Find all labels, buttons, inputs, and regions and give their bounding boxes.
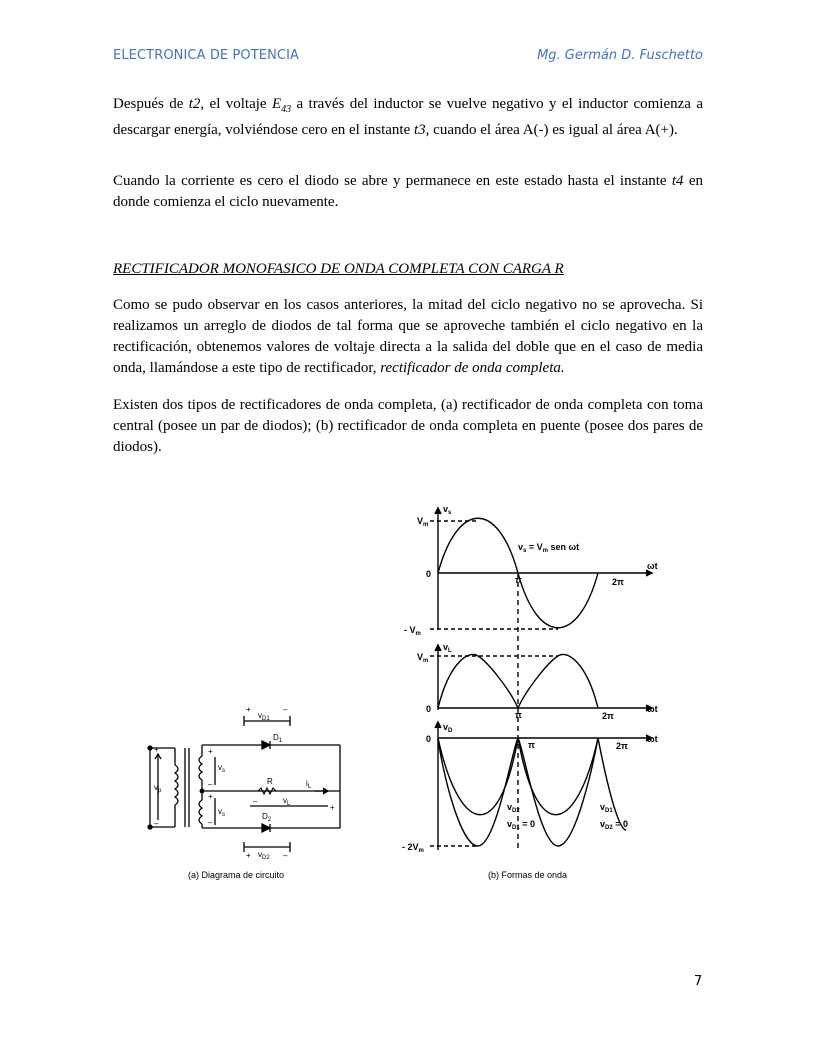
header-author: Mg. Germán D. Fuschetto xyxy=(537,48,703,63)
svg-text:+: + xyxy=(246,705,251,714)
svg-text:2π: 2π xyxy=(602,711,614,721)
svg-text:–: – xyxy=(154,819,159,828)
svg-text:–: – xyxy=(283,705,288,714)
svg-text:D1: $D_1$ xyxy=(273,733,283,744)
svg-text:vD1: $v_{D1}$ xyxy=(600,802,613,814)
svg-text:D2: $D_2$ xyxy=(262,812,272,823)
paragraph-2: Cuando la corriente es cero el diodo se abre y permanece en este estado hasta el instante t4 en donde comienza el ciclo nuevamente. xyxy=(113,173,703,210)
svg-text:π: π xyxy=(528,740,535,750)
svg-text:R: R xyxy=(267,777,273,786)
svg-text:vD1 = 0: $v_{D1} = 0$ xyxy=(507,819,535,831)
waveform-caption: (b) Formas de onda xyxy=(488,870,568,880)
svg-text:π: π xyxy=(515,575,522,585)
svg-text:+: + xyxy=(208,792,213,801)
svg-text:0: 0 xyxy=(426,704,432,714)
paragraph-1: Después de t2, el voltaje $E_{43}$ a través del inductor se vuelve negativo y el inductor comienza a descargar energía, volviéndose cero en el instante t3, cuando el área A(-) es igual al área A(+). xyxy=(113,96,703,138)
paragraph-4: Existen dos tipos de rectificadores de onda completa, (a) rectificador de onda completa con toma central (posee un par de diodos); (b) rectificador de onda completa en puente (posee dos pares de diodos). xyxy=(113,397,703,455)
svg-text:vs: $v_s$ xyxy=(443,504,452,516)
svg-text:ωt: ωt xyxy=(647,561,658,571)
paragraph-3: Como se pudo observar en los casos anteriores, la mitad del ciclo negativo no se aprovecha. Si realizamos un arreglo de diodos de tal forma que se aproveche también el ciclo negativo en la rectificación, obtenemos valores de voltaje directa a la salida del doble que en el caso de media onda, llamándose a este tipo de rectificador, rectificador de onda completa. xyxy=(113,297,703,376)
svg-text:2π: 2π xyxy=(612,577,624,587)
page-number: 7 xyxy=(694,974,703,989)
circuit-caption: (a) Diagrama de circuito xyxy=(188,870,285,880)
section-heading: RECTIFICADOR MONOFASICO DE ONDA COMPLETA CON CARGA R xyxy=(113,261,564,277)
svg-text:0: 0 xyxy=(426,569,432,579)
svg-text:vD2: $v_{D2}$ xyxy=(507,802,520,814)
svg-text:–: – xyxy=(253,797,258,806)
svg-text:- Vm: - $V_m$ xyxy=(404,625,421,637)
svg-text:iL: $i_L$ xyxy=(306,779,312,790)
waveform-labels xyxy=(402,504,658,880)
svg-text:ωt: ωt xyxy=(647,734,658,744)
svg-text:–: – xyxy=(208,780,213,789)
rectifier-figure xyxy=(140,500,680,890)
svg-text:+: + xyxy=(330,803,335,812)
svg-text:vD2: $v_{D2}$ xyxy=(258,850,270,861)
svg-text:+: + xyxy=(246,851,251,860)
svg-text:0: 0 xyxy=(426,734,432,744)
svg-text:–: – xyxy=(283,851,288,860)
svg-text:vL: $v_L$ xyxy=(283,796,291,807)
svg-text:- 2Vm: - $2V_m$ xyxy=(402,842,424,854)
svg-text:–: – xyxy=(208,818,213,827)
svg-text:Vm: $V_m$ xyxy=(417,652,429,664)
svg-text:vs: $v_s$ xyxy=(218,807,225,818)
svg-text:Vm: $V_m$ xyxy=(417,516,429,528)
svg-text:vp: $v_p$ xyxy=(154,783,162,794)
header-title: ELECTRONICA DE POTENCIA xyxy=(113,48,300,63)
circuit-labels xyxy=(154,705,335,880)
svg-text:vD: $v_D$ xyxy=(443,722,453,734)
svg-text:vs = Vm sen ωt: $v_s = V_m$ sen ωt xyxy=(518,542,580,554)
svg-text:vD2 = 0: $v_{D2} = 0$ xyxy=(600,819,628,831)
svg-text:+: + xyxy=(154,745,159,754)
svg-text:π: π xyxy=(515,710,522,720)
svg-text:vs: $v_s$ xyxy=(218,763,225,774)
svg-text:2π: 2π xyxy=(616,741,628,751)
waveforms xyxy=(430,508,652,850)
svg-text:vL: $v_L$ xyxy=(443,642,452,654)
circuit-diagram xyxy=(148,716,340,852)
svg-text:+: + xyxy=(208,747,213,756)
svg-text:vD1: $v_{D1}$ xyxy=(258,711,270,722)
svg-text:ωt: ωt xyxy=(647,704,658,714)
